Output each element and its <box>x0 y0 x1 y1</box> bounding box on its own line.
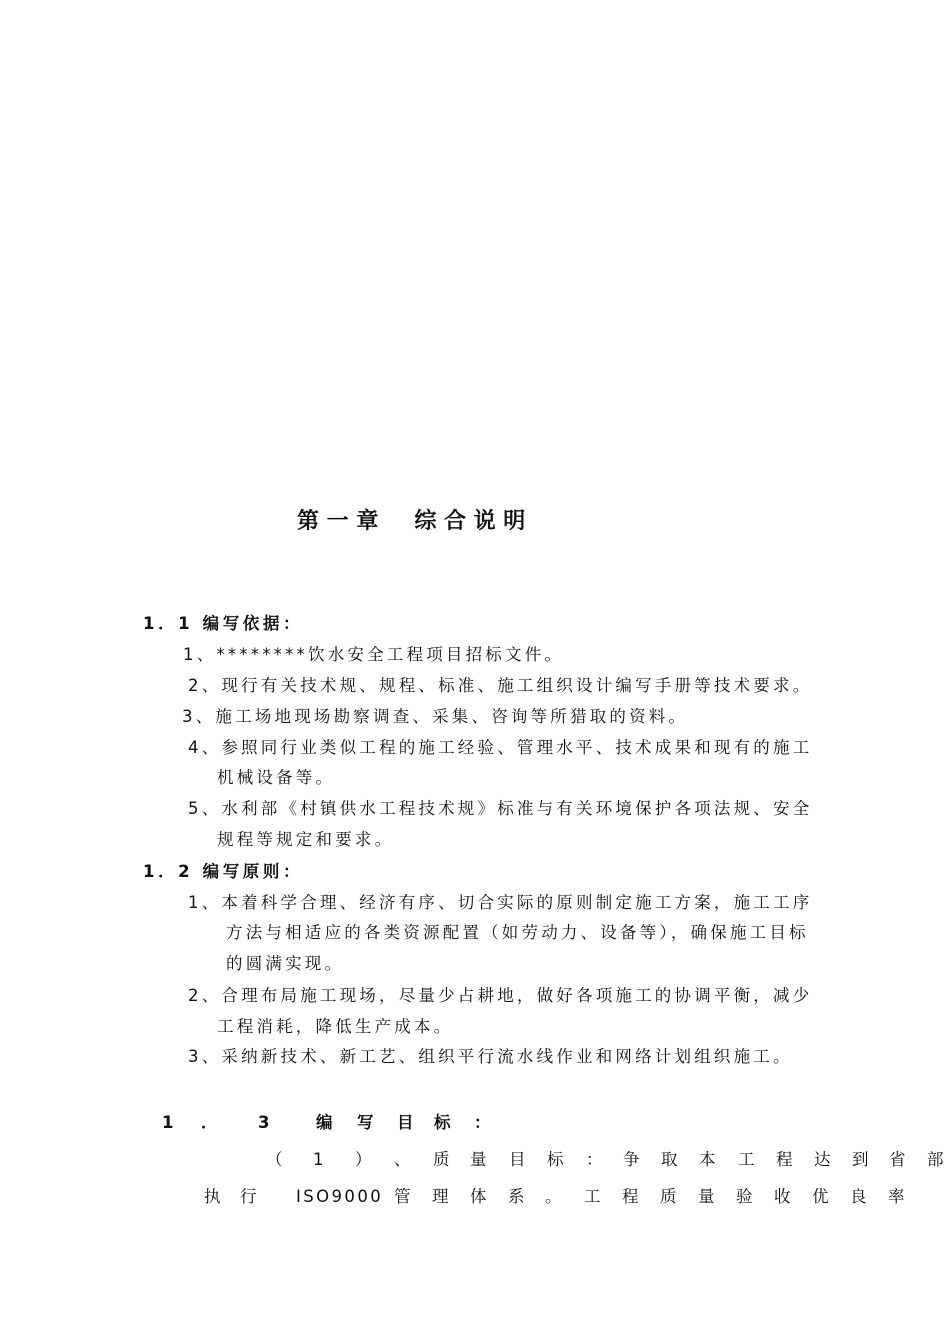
heading-char: 标 <box>434 1113 451 1132</box>
list-item: 4、参照同行业类似工程的施工经验、管理水平、技术成果和现有的施工 <box>188 738 813 757</box>
heading-char: 编 <box>316 1113 333 1132</box>
text-char: 部 <box>927 1150 944 1169</box>
text-char: 程 <box>776 1150 793 1169</box>
list-item: 1、********饮水安全工程项目招标文件。 <box>183 645 565 664</box>
heading-char: ． <box>201 1113 218 1132</box>
text-char: 质 <box>433 1150 450 1169</box>
text-char: 工 <box>738 1150 755 1169</box>
text-char: 收 <box>774 1187 791 1206</box>
list-item: 3、施工场地现场勘察调查、采集、咨询等所猎取的资料。 <box>182 707 689 726</box>
text-char: 取 <box>661 1150 678 1169</box>
text-char: 行 <box>240 1187 257 1206</box>
section-heading-1-2: 1．2 编写原则： <box>143 862 304 881</box>
text-char: 到 <box>852 1150 869 1169</box>
text-char: 、 <box>394 1150 411 1169</box>
text-char: 目 <box>509 1150 526 1169</box>
list-item-continuation: 的圆满实现。 <box>226 954 345 973</box>
list-item: 2、现行有关技术规、规程、标准、施工组织设计编写手册等技术要求。 <box>188 676 813 695</box>
text-char: 理 <box>432 1187 449 1206</box>
text-word: ISO9000 <box>296 1187 384 1206</box>
text-char: 。 <box>545 1187 562 1206</box>
list-item-continuation: 方法与相适应的各类资源配置（如劳动力、设备等），确保施工目标 <box>226 923 809 942</box>
chapter-number: 第 一 章 <box>297 509 379 534</box>
list-item: 1、本着科学合理、经济有序、切合实际的原则制定施工方案，施工工序 <box>188 893 813 912</box>
list-item: 5、水利部《村镇供水工程技术规》标准与有关环境保护各项法规、安全 <box>188 799 813 818</box>
heading-char: 目 <box>397 1113 414 1132</box>
text-char: 执 <box>204 1187 221 1206</box>
chapter-title <box>297 507 525 537</box>
text-char: 本 <box>699 1150 716 1169</box>
list-item: 3、采纳新技术、新工艺、组织平行流水线作业和网络计划组织施工。 <box>188 1047 793 1066</box>
text-char: 良 <box>850 1187 867 1206</box>
text-char: 工 <box>584 1187 601 1206</box>
heading-char: ： <box>474 1113 491 1132</box>
text-char: 量 <box>698 1187 715 1206</box>
text-char: 质 <box>660 1187 677 1206</box>
chapter-name: 综 合 说 明 <box>414 509 526 534</box>
list-item-continuation: 工程消耗，降低生产成本。 <box>217 1017 454 1036</box>
text-char: 1 <box>313 1150 324 1169</box>
text-char: 达 <box>814 1150 831 1169</box>
heading-char: 3 <box>258 1113 270 1132</box>
text-char: ） <box>355 1150 372 1169</box>
text-char: （ <box>266 1150 283 1169</box>
text-char: 优 <box>812 1187 829 1206</box>
text-char: 系 <box>508 1187 525 1206</box>
text-char: 体 <box>470 1187 487 1206</box>
section-heading-1-1: 1．1 编写依据： <box>143 614 304 633</box>
heading-char: 1 <box>162 1113 174 1132</box>
text-char: 管 <box>394 1187 411 1206</box>
text-char: 程 <box>622 1187 639 1206</box>
list-item-continuation: 规程等规定和要求。 <box>217 830 395 849</box>
text-char: 争 <box>623 1150 640 1169</box>
text-char: 省 <box>889 1150 906 1169</box>
list-item: 2、合理布局施工现场，尽量少占耕地，做好各项施工的协调平衡，减少 <box>188 986 813 1005</box>
list-item-continuation: 机械设备等。 <box>217 768 336 787</box>
heading-char: 写 <box>357 1113 374 1132</box>
text-char: 验 <box>736 1187 753 1206</box>
text-char: 量 <box>470 1150 487 1169</box>
text-char: 标 <box>547 1150 564 1169</box>
text-char: 率 <box>888 1187 905 1206</box>
text-char: ： <box>586 1150 603 1169</box>
